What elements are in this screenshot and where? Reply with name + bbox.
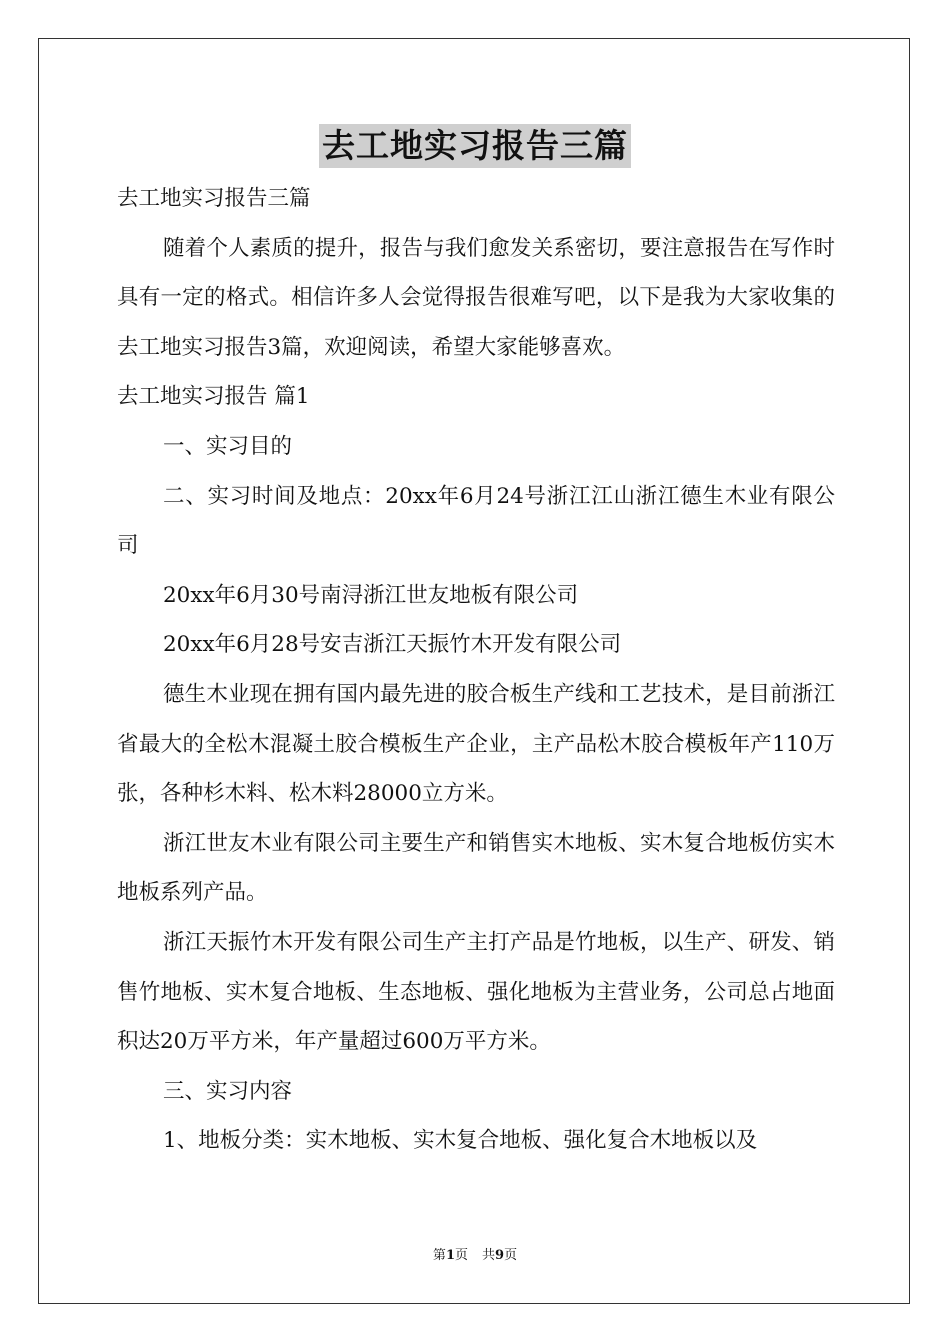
page-prefix: 第 (432, 1248, 446, 1263)
section-heading: 去工地实习报告 篇1 (117, 384, 310, 410)
paragraph: 浙江世友木业有限公司主要生产和销售实木地板、实木复合地板仿实木地板系列产品。 (117, 830, 835, 906)
page-footer (0, 1246, 950, 1266)
paragraph: 随着个人素质的提升，报告与我们愈发关系密切，要注意报告在写作时具有一定的格式。相信许多人会觉得报告很难写吧，以下是我为大家收集的去工地实习报告3篇，欢迎阅读，希望大家能够喜欢。 (117, 235, 835, 360)
paragraph: 三、实习内容 (163, 1078, 293, 1104)
total-prefix: 共 (482, 1248, 496, 1263)
paragraph: 一、实习目的 (163, 433, 293, 459)
paragraph: 二、实习时间及地点：20xx年6月24号浙江江山浙江德生木业有限公司 (117, 483, 835, 559)
page-suffix: 页 (454, 1248, 468, 1263)
paragraph: 20xx年6月30号南浔浙江世友地板有限公司 (163, 582, 579, 608)
page-number: 1 (445, 1248, 455, 1263)
total-suffix: 页 (504, 1248, 518, 1263)
title-area (0, 124, 950, 168)
paragraph: 浙江天振竹木开发有限公司生产主打产品是竹地板，以生产、研发、销售竹地板、实木复合地板、生态地板、强化地板为主营业务，公司总占地面积达20万平方米，年产量超过600万平方米。 (117, 929, 835, 1055)
total-pages: 9 (495, 1248, 505, 1263)
paragraph: 去工地实习报告三篇 (117, 186, 311, 211)
paragraph: 德生木业现在拥有国内最先进的胶合板生产线和工艺技术，是目前浙江省最大的全松木混凝土胶合模板生产企业，主产品松木胶合模板年产110万张，各种杉木料、松木料28000立方米。 (117, 681, 835, 807)
paragraph: 1、地板分类：实木地板、实木复合地板、强化复合木地板以及 (163, 1128, 758, 1154)
document-body (117, 174, 835, 1166)
document-title: 去工地实习报告三篇 (319, 124, 631, 168)
paragraph: 20xx年6月28号安吉浙江天振竹木开发有限公司 (163, 632, 622, 658)
